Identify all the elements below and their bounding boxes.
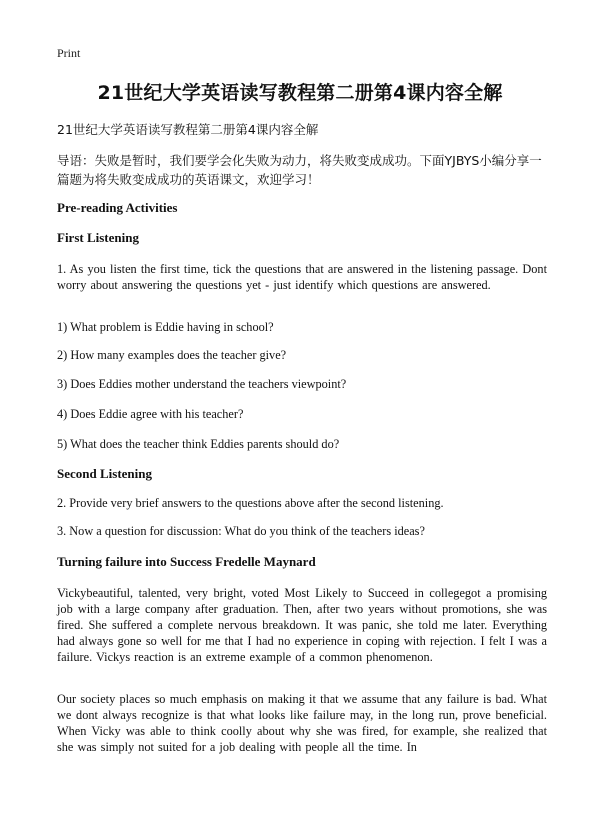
intro-text: 导语：失败是暂时，我们要学会化失败为动力，将失败变成成功。下面YJBYS小编分享一篇题为将失败变成成功的英语课文，欢迎学习！: [57, 153, 542, 187]
heading-first-listening: First Listening: [57, 230, 139, 245]
page-subtitle: 21世纪大学英语读写教程第二册第4课内容全解: [57, 122, 319, 137]
question-1: 1) What problem is Eddie having in school?: [57, 320, 274, 334]
question-5: 5) What does the teacher think Eddies parents should do?: [57, 437, 340, 451]
page-title: 21世纪大学英语读写教程第二册第4课内容全解: [97, 82, 503, 104]
print-link[interactable]: Print: [57, 46, 81, 60]
paragraph-2: Our society places so much emphasis on making it that we assume that any failure is bad. What we dont always recognize is that what looks like failure may, in the long run, prove beneficial. When Vicky was able to think coolly about why she was fired, for example, she realized that she was simply not suited for a job dealing with people all the time. In: [57, 692, 547, 754]
instruction-1: 1. As you listen the first time, tick the questions that are answered in the listening passage. Dont worry about answering the questions yet - just identify which questions are answered.: [57, 262, 547, 292]
question-3: 3) Does Eddies mother understand the teachers viewpoint?: [57, 377, 347, 391]
instruction-3: 3. Now a question for discussion: What do you think of the teachers ideas?: [57, 524, 425, 538]
article-title: Turning failure into Success Fredelle Maynard: [57, 554, 316, 569]
heading-second-listening: Second Listening: [57, 466, 152, 481]
paragraph-1: Vickybeautiful, talented, very bright, voted Most Likely to Succeed in collegegot a promising job with a large company after graduation. Then, after two years without promotions, she was fired. She suffered a complete nervous breakdown. It was panic, she told me later. Everything had always gone so well for me that I had no experience in coping with rejection. I felt I was a failure. Vickys reaction is an extreme example of a common phenomenon.: [57, 586, 547, 664]
question-2: 2) How many examples does the teacher give?: [57, 348, 287, 362]
question-4: 4) Does Eddie agree with his teacher?: [57, 407, 244, 421]
instruction-2: 2. Provide very brief answers to the questions above after the second listening.: [57, 496, 444, 510]
heading-pre-reading: Pre-reading Activities: [57, 200, 178, 215]
